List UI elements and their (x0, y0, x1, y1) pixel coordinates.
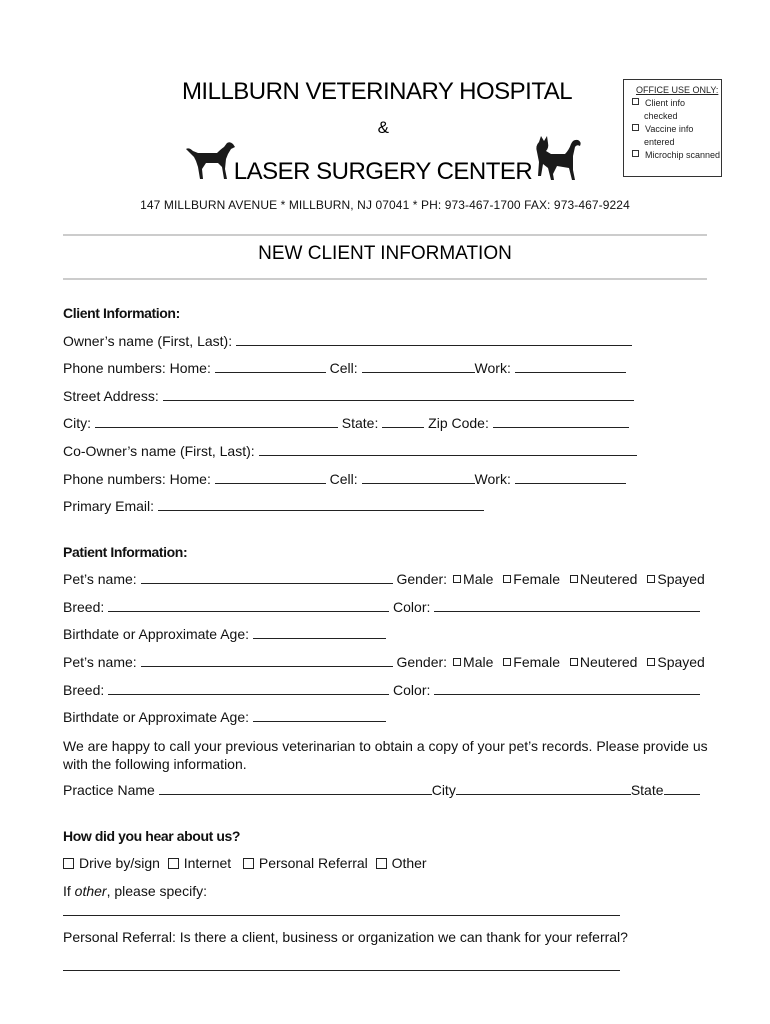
breed-field-2[interactable] (108, 682, 389, 695)
coowner-row: Co-Owner’s name (First, Last): (63, 443, 637, 459)
dog-icon (184, 135, 236, 183)
office-item-microchip[interactable]: Microchip scanned (624, 149, 721, 162)
male-checkbox-1[interactable] (453, 575, 461, 583)
home-phone-field-2[interactable] (215, 471, 326, 484)
office-item-client-info[interactable]: Client info checked (624, 97, 721, 123)
other-specify-field[interactable] (63, 915, 620, 916)
male-checkbox-2[interactable] (453, 658, 461, 666)
divider-top (63, 234, 707, 236)
personal-referral-question: Personal Referral: Is there a client, business or organization we can thank for your referral? (63, 929, 628, 945)
title-ampersand: & (377, 118, 389, 137)
checkbox-icon[interactable] (632, 150, 639, 157)
pet-name-row-1: Pet’s name: Gender: Male Female Neutered Spayed (63, 571, 705, 587)
birthdate-row-2: Birthdate or Approximate Age: (63, 709, 386, 725)
phone-row-1: Phone numbers: Home: Cell: Work: (63, 360, 626, 376)
hospital-address: 147 MILLBURN AVENUE * MILLBURN, NJ 07041 * PH: 973-467-1700 FAX: 973-467-9224 (140, 198, 630, 212)
other-checkbox[interactable] (376, 858, 387, 869)
spayed-checkbox-2[interactable] (647, 658, 655, 666)
previous-vet-intro: We are happy to call your previous veterinarian to obtain a copy of your pet’s records. Please provide us with the following information. (63, 738, 708, 772)
home-phone-field[interactable] (215, 360, 326, 373)
color-field-1[interactable] (434, 599, 700, 612)
patient-info-heading: Patient Information: (63, 544, 188, 560)
pet-name-field-1[interactable] (141, 571, 393, 584)
cat-icon (535, 136, 583, 182)
personal-referral-field[interactable] (63, 970, 620, 971)
neutered-checkbox-1[interactable] (570, 575, 578, 583)
referral-options-row: Drive by/sign Internet Personal Referral Other (63, 855, 427, 871)
internet-checkbox[interactable] (168, 858, 179, 869)
divider-bottom (63, 278, 707, 280)
personal-referral-checkbox[interactable] (243, 858, 254, 869)
street-row: Street Address: (63, 388, 634, 404)
practice-state-field[interactable] (664, 782, 700, 795)
email-row: Primary Email: (63, 498, 484, 514)
referral-heading: How did you hear about us? (63, 828, 241, 844)
state-field[interactable] (382, 415, 424, 428)
hospital-name: MILLBURN VETERINARY HOSPITAL (181, 78, 573, 105)
checkbox-icon[interactable] (632, 98, 639, 105)
city-row: City: State: Zip Code: (63, 415, 629, 431)
client-info-heading: Client Information: (63, 305, 180, 321)
practice-field[interactable] (159, 782, 432, 795)
cell-phone-field[interactable] (362, 360, 475, 373)
owner-name-field[interactable] (236, 333, 632, 346)
email-field[interactable] (158, 498, 484, 511)
practice-row: Practice Name City State (63, 782, 700, 798)
checkbox-icon[interactable] (632, 124, 639, 131)
color-field-2[interactable] (434, 682, 700, 695)
coowner-field[interactable] (259, 443, 637, 456)
zip-field[interactable] (493, 415, 629, 428)
office-use-box (623, 79, 722, 177)
work-phone-field[interactable] (515, 360, 626, 373)
practice-city-field[interactable] (456, 782, 631, 795)
female-checkbox-1[interactable] (503, 575, 511, 583)
female-checkbox-2[interactable] (503, 658, 511, 666)
birthdate-field-2[interactable] (253, 709, 386, 722)
neutered-checkbox-2[interactable] (570, 658, 578, 666)
city-field[interactable] (95, 415, 338, 428)
cell-phone-field-2[interactable] (362, 471, 475, 484)
pet-name-field-2[interactable] (141, 654, 393, 667)
office-use-heading: OFFICE USE ONLY: (636, 85, 719, 95)
birthdate-field-1[interactable] (253, 626, 386, 639)
office-item-vaccine-info[interactable]: Vaccine info entered (624, 123, 721, 149)
birthdate-row-1: Birthdate or Approximate Age: (63, 626, 386, 642)
street-field[interactable] (163, 388, 634, 401)
if-other-row: If other, please specify: (63, 883, 207, 899)
owner-name-row: Owner’s name (First, Last): (63, 333, 632, 349)
breed-field-1[interactable] (108, 599, 389, 612)
breed-row-1: Breed: Color: (63, 599, 700, 615)
breed-row-2: Breed: Color: (63, 682, 700, 698)
phone-row-2: Phone numbers: Home: Cell: Work: (63, 471, 626, 487)
work-phone-field-2[interactable] (515, 471, 626, 484)
form-title: NEW CLIENT INFORMATION (258, 243, 512, 264)
center-name: LASER SURGERY CENTER (233, 158, 533, 185)
drive-by-checkbox[interactable] (63, 858, 74, 869)
spayed-checkbox-1[interactable] (647, 575, 655, 583)
pet-name-row-2: Pet’s name: Gender: Male Female Neutered Spayed (63, 654, 705, 670)
